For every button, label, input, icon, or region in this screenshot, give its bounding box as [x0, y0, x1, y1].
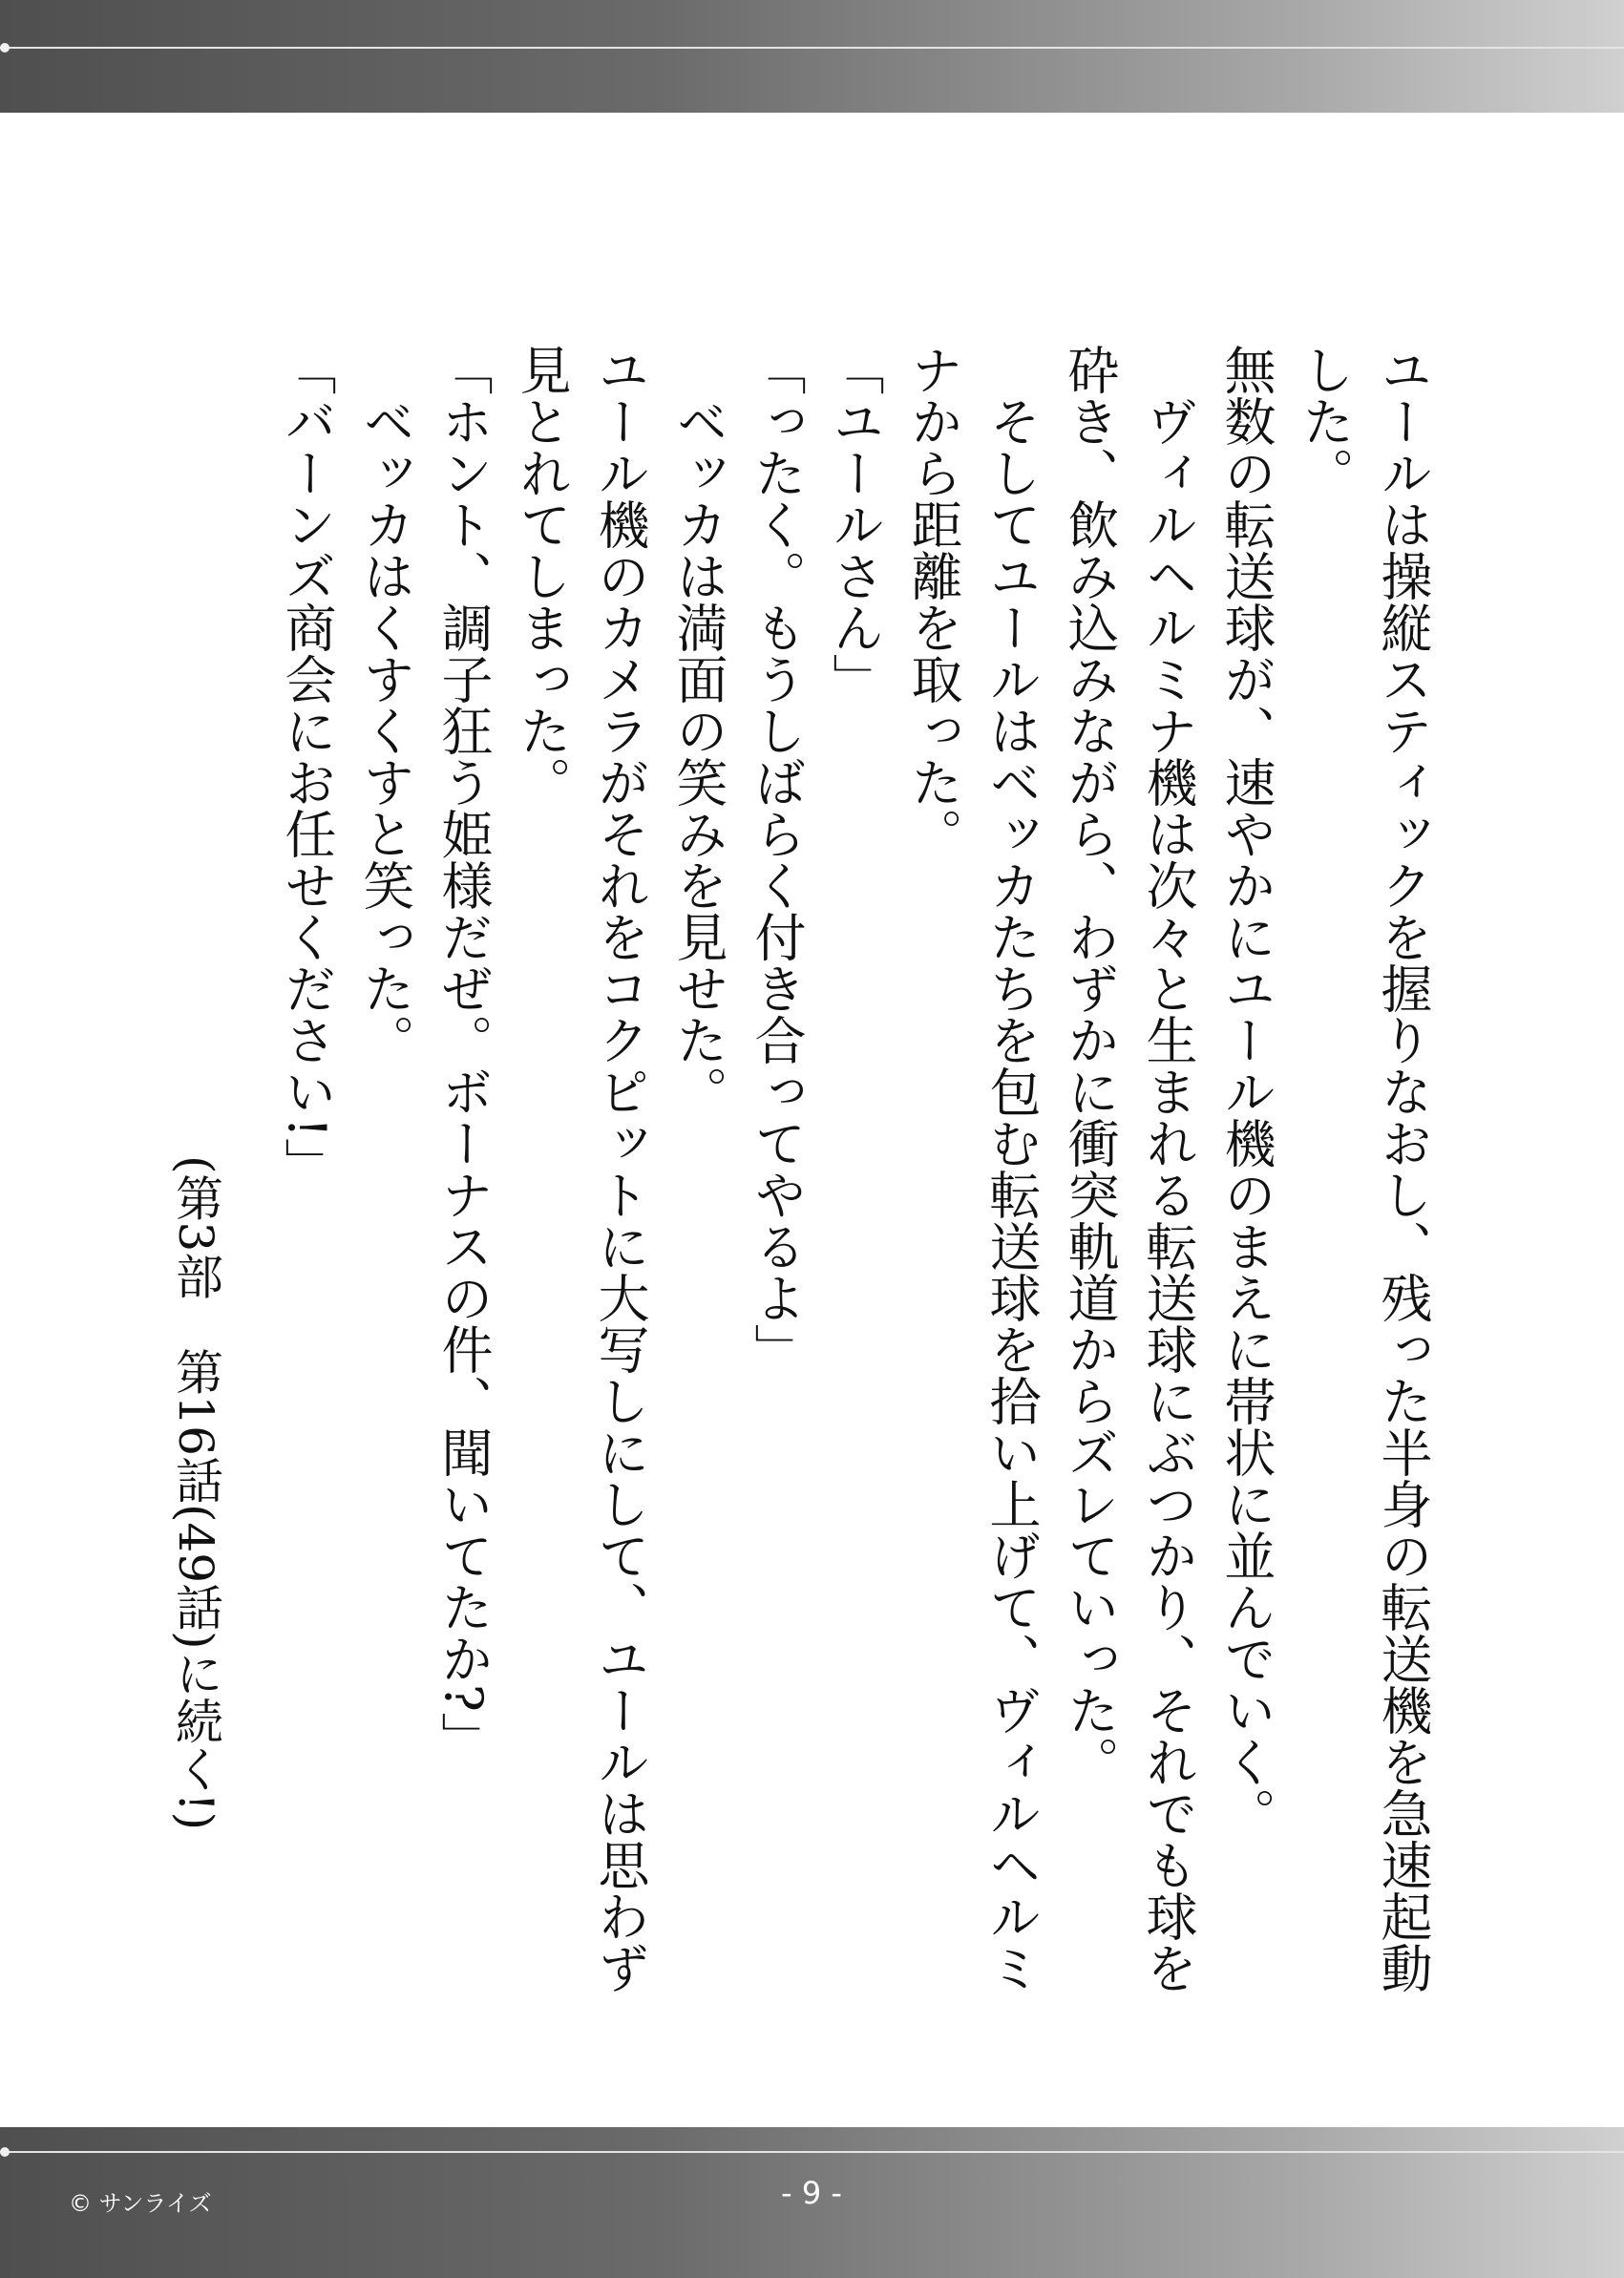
- dialogue-4: 「バーンズ商会にお任せください!」: [277, 344, 337, 1190]
- story-text: [168, 344, 1442, 2024]
- paragraph-1: ユールは操縦スティックを握りなおし、残った半身の転送機を急速起動した。: [1295, 344, 1433, 1993]
- paragraph-4: そしてユールはベッカたちを包む転送球を拾い上げて、ヴィルヘルミナから距離を取った。: [903, 344, 1042, 1993]
- paragraph-2: 無数の転送球が、速やかにユール機のまえに帯状に並んでいく。: [1216, 344, 1276, 1839]
- header-band: [0, 0, 1624, 113]
- copyright-notice: © サンライズ: [69, 2190, 212, 2217]
- paragraph-7: ベッカはくすくすと笑った。: [355, 395, 415, 1065]
- to-be-continued-note: (第3部 第16話(49話)に続く!): [168, 1155, 223, 1831]
- dialogue-2: 「ったく。もうしばらく付き合ってやるよ」: [747, 344, 807, 1375]
- header-rule: [0, 47, 1624, 49]
- header-rule-dot: [0, 43, 10, 53]
- footer-rule-dot: [0, 2147, 10, 2157]
- dialogue-1: 「ユールさん」: [825, 344, 885, 705]
- page-number: - 9 -: [781, 2175, 842, 2211]
- dialogue-3: 「ホント、調子狂う姫様だぜ。ボーナスの件、聞いてたか?」: [433, 344, 494, 1763]
- paragraph-6: ユール機のカメラがそれをコクピットに大写しにして、ユールは思わず見とれてしまった。: [512, 344, 650, 1993]
- paragraph-3: ヴィルヘルミナ機は次々と生まれる転送球にぶつかり、それでも球を砕き、飲み込みながら、わずかに衝突軌道からズレていった。: [1060, 344, 1198, 1993]
- footer-rule: [0, 2151, 1624, 2153]
- paragraph-5: ベッカは満面の笑みを見せた。: [668, 395, 728, 1117]
